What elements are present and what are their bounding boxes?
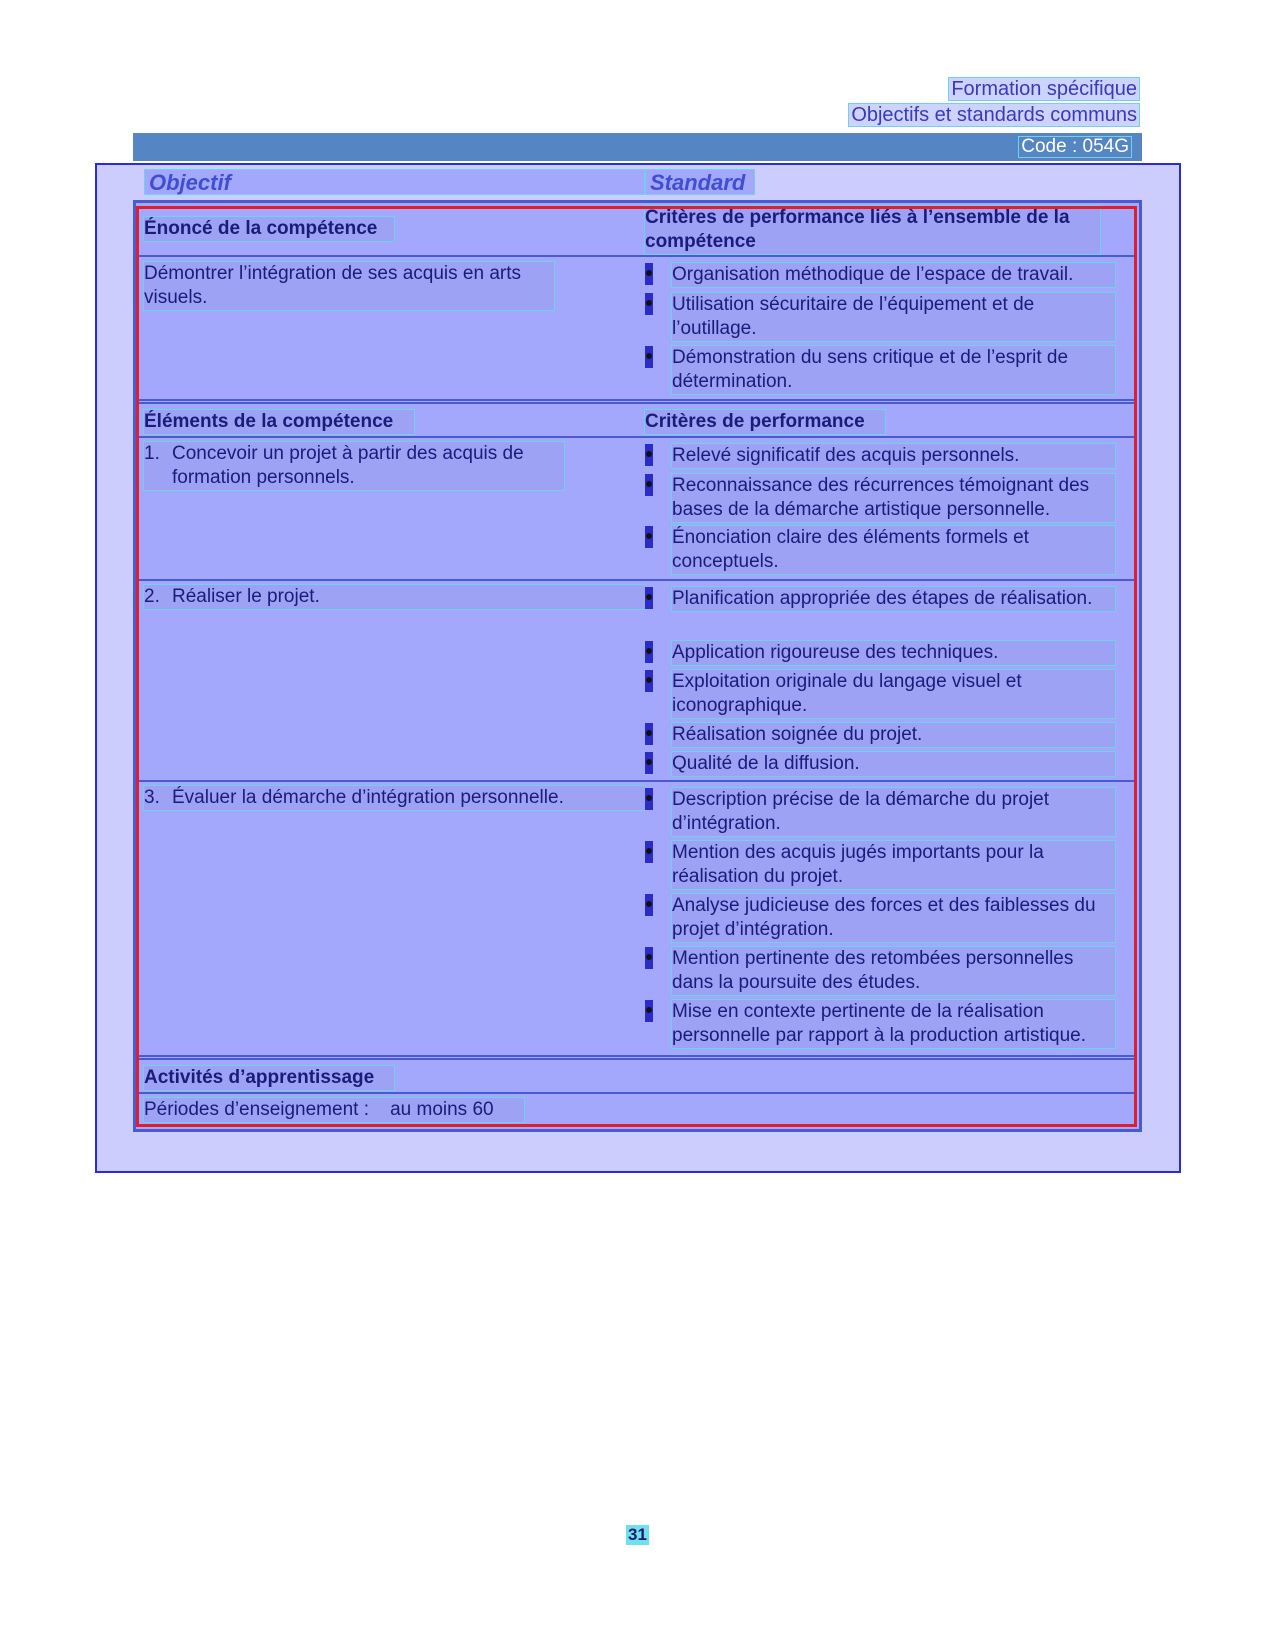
element-number: 2. xyxy=(144,586,160,607)
bullet-icon xyxy=(645,947,653,969)
bullet-icon xyxy=(645,752,653,774)
bullet-icon xyxy=(645,641,653,663)
bullet-icon xyxy=(645,293,653,315)
header-formation: Formation spécifique xyxy=(948,77,1140,101)
row-divider xyxy=(136,1092,1137,1094)
criterion-item: Relevé significatif des acquis personnels. xyxy=(645,444,1115,468)
criterion-item: Mise en contexte pertinente de la réalisation personnelle par rapport à la production artistique. xyxy=(645,1000,1115,1048)
criterion-item: Réalisation soignée du projet. xyxy=(645,723,1115,747)
criterion-item: Reconnaissance des récurrences témoignant des bases de la démarche artistique personnelle. xyxy=(645,474,1115,522)
criterion-item: Planification appropriée des étapes de réalisation. xyxy=(645,587,1115,611)
statement-heading: Énoncé de la compétence xyxy=(144,217,394,241)
criterion-item: Mention des acquis jugés importants pour la réalisation du projet. xyxy=(645,841,1115,889)
criterion-item: Exploitation originale du langage visuel et iconographique. xyxy=(645,670,1115,718)
competency-code: Code : 054G xyxy=(1018,136,1132,158)
criterion-item: Utilisation sécuritaire de l’équipement et de l’outillage. xyxy=(645,293,1115,341)
element-text: Évaluer la démarche d’intégration personnelle. xyxy=(172,787,564,808)
bullet-icon xyxy=(645,894,653,916)
global-criteria-heading: Critères de performance liés à l’ensemble de la compétence xyxy=(645,206,1100,254)
header-objectives: Objectifs et standards communs xyxy=(848,103,1140,127)
elements-heading: Éléments de la compétence xyxy=(144,410,414,434)
bullet-icon xyxy=(645,587,653,609)
element-text: Réaliser le projet. xyxy=(172,586,320,607)
criterion-item: Mention pertinente des retombées personnelles dans la poursuite des études. xyxy=(645,947,1115,995)
row-divider xyxy=(136,436,1137,438)
column-title-objectif: Objectif xyxy=(144,169,645,195)
bullet-icon xyxy=(645,526,653,548)
code-bar xyxy=(133,133,1142,161)
criterion-item: Organisation méthodique de l’espace de travail. xyxy=(645,263,1115,287)
teaching-periods: Périodes d’enseignement : au moins 60 xyxy=(144,1098,524,1122)
element-3 xyxy=(144,786,645,810)
element-text: Concevoir un projet à partir des acquis de formation personnels. xyxy=(172,443,524,488)
bullet-icon xyxy=(645,346,653,368)
section-divider xyxy=(136,399,1137,404)
page-number: 31 xyxy=(628,1525,647,1544)
row-divider xyxy=(136,255,1137,257)
section-divider xyxy=(136,1055,1137,1060)
criterion-item: Analyse judicieuse des forces et des faiblesses du projet d’intégration. xyxy=(645,894,1115,942)
bullet-icon xyxy=(645,841,653,863)
bullet-icon xyxy=(645,723,653,745)
criterion-item: Qualité de la diffusion. xyxy=(645,752,1115,776)
bullet-icon xyxy=(645,263,653,285)
element-2 xyxy=(144,585,645,609)
row-divider xyxy=(136,579,1137,581)
element-1 xyxy=(144,442,564,490)
criterion-item: Démonstration du sens critique et de l’esprit de détermination. xyxy=(645,346,1115,394)
competency-statement: Démontrer l’intégration de ses acquis en arts visuels. xyxy=(144,262,554,310)
criterion-item: Application rigoureuse des techniques. xyxy=(645,641,1115,665)
criteria-heading: Critères de performance xyxy=(645,410,885,434)
row-divider xyxy=(136,780,1137,782)
bullet-icon xyxy=(645,670,653,692)
bullet-icon xyxy=(645,444,653,466)
activities-heading: Activités d’apprentissage xyxy=(144,1066,394,1090)
bullet-icon xyxy=(645,1000,653,1022)
column-title-standard: Standard xyxy=(645,169,755,195)
element-number: 1. xyxy=(144,443,160,464)
bullet-icon xyxy=(645,474,653,496)
criterion-item: Description précise de la démarche du projet d’intégration. xyxy=(645,788,1115,836)
criterion-item: Énonciation claire des éléments formels et conceptuels. xyxy=(645,526,1115,574)
element-number: 3. xyxy=(144,787,160,808)
bullet-icon xyxy=(645,788,653,810)
